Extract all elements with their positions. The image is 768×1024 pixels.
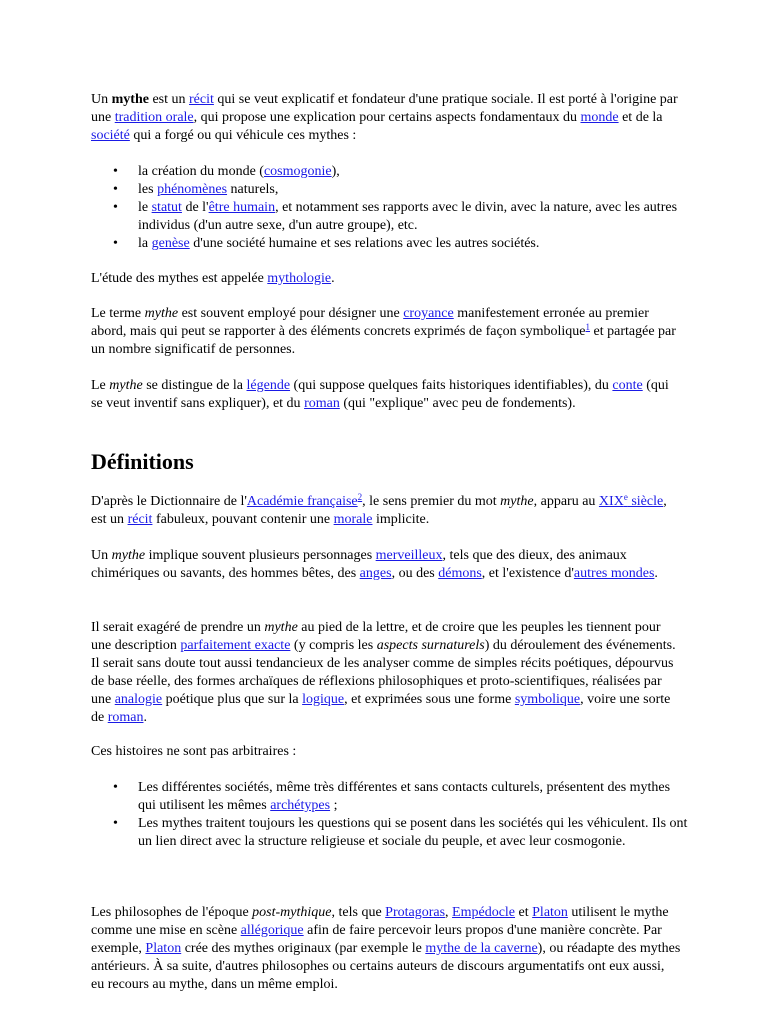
text: , le sens premier du mot xyxy=(362,494,501,509)
link-phenomenes[interactable]: phénomènes xyxy=(157,182,228,197)
link-societe[interactable]: société xyxy=(91,128,130,143)
link-genese[interactable]: genèse xyxy=(151,236,190,251)
text: , est un xyxy=(91,494,667,527)
link-mythologie[interactable]: mythologie xyxy=(267,271,332,286)
text: utilisent le mythe comme une mise en scène xyxy=(91,905,669,938)
link-protagoras[interactable]: Protagoras xyxy=(385,905,446,920)
link-platon[interactable]: Platon xyxy=(145,941,182,956)
link-etre-humain[interactable]: être humain xyxy=(208,200,276,215)
link-roman[interactable]: roman xyxy=(107,710,144,725)
term-mythe: mythe xyxy=(111,92,149,107)
footnote-ref[interactable]: 1 xyxy=(585,322,591,332)
link-academie-francaise[interactable]: Académie française xyxy=(246,494,358,509)
text: , et exprimées sous une forme xyxy=(344,692,515,707)
link-allegorique[interactable]: allégorique xyxy=(240,923,304,938)
text: qui se veut explicatif et fondateur d'une pratique sociale. Il est porté à l'origine par une xyxy=(91,92,678,125)
link-morale[interactable]: morale xyxy=(333,512,373,527)
link-autres-mondes[interactable]: autres mondes xyxy=(573,566,655,581)
text: XIX xyxy=(598,494,624,509)
study-paragraph xyxy=(91,270,681,288)
text: implicite. xyxy=(372,512,430,527)
text: , voire une sorte de xyxy=(91,692,671,725)
text: et xyxy=(515,905,533,920)
link-merveilleux[interactable]: merveilleux xyxy=(375,548,443,563)
link-parfaitement-exacte[interactable]: parfaitement exacte xyxy=(180,638,291,653)
text: (y compris les xyxy=(290,638,377,653)
dictionary-paragraph xyxy=(91,493,681,529)
text: Les philosophes de l'époque xyxy=(91,905,253,920)
link-croyance[interactable]: croyance xyxy=(403,306,454,321)
text: , qui propose une explication pour certains aspects fondamentaux du xyxy=(193,110,581,125)
term-mythe: mythe xyxy=(109,378,143,393)
term-paragraph xyxy=(91,305,681,359)
text: , apparu au xyxy=(533,494,599,509)
link-empedocle[interactable]: Empédocle xyxy=(452,905,516,920)
term-aspects-surnaturels: aspects surnaturels xyxy=(376,638,485,653)
text: D'après le Dictionnaire de l' xyxy=(91,494,247,509)
distinction-paragraph xyxy=(91,377,681,413)
link-tradition-orale[interactable]: tradition orale xyxy=(114,110,194,125)
text: afin de faire percevoir leurs propos d'une manière concrète. Par exemple, xyxy=(91,923,662,956)
link-mythe-de-la-caverne[interactable]: mythe de la caverne xyxy=(425,941,538,956)
text: crée des mythes originaux (par exemple le xyxy=(181,941,426,956)
text: ; xyxy=(330,798,338,813)
text: , et l'existence d' xyxy=(481,566,574,581)
text: Les différentes sociétés, même très différentes et sans contacts culturels, présentent des mythes qui utilisent les mêmes xyxy=(138,780,671,813)
text: se distingue de la xyxy=(142,378,247,393)
text: (qui se veut inventif sans expliquer), et du xyxy=(91,378,669,411)
link-recit[interactable]: récit xyxy=(127,512,153,527)
text: naturels, xyxy=(227,182,279,197)
link-cosmogonie[interactable]: cosmogonie xyxy=(263,164,332,179)
link-analogie[interactable]: analogie xyxy=(114,692,163,707)
aspects-list xyxy=(91,163,691,253)
section-heading-definitions: Définitions xyxy=(91,449,194,474)
text: Le xyxy=(91,378,110,393)
text: Il serait exagéré de prendre un xyxy=(91,620,265,635)
text: . xyxy=(143,710,147,725)
text: et de la xyxy=(618,110,663,125)
text: est souvent employé pour désigner une xyxy=(178,306,404,321)
text: Le terme xyxy=(91,306,145,321)
text: , xyxy=(445,905,453,920)
term-mythe: mythe xyxy=(500,494,534,509)
text: de l' xyxy=(181,200,209,215)
text: qui a forgé ou qui véhicule ces mythes : xyxy=(129,128,357,143)
link-demons[interactable]: démons xyxy=(438,566,482,581)
link-monde[interactable]: monde xyxy=(580,110,619,125)
list-item xyxy=(91,815,691,851)
text: (qui suppose quelques faits historiques identifiables), du xyxy=(290,378,613,393)
characters-paragraph xyxy=(91,547,681,583)
link-platon[interactable]: Platon xyxy=(532,905,568,920)
list-item xyxy=(91,199,691,235)
text: Un xyxy=(91,548,112,563)
text: implique souvent plusieurs personnages xyxy=(145,548,376,563)
text: siècle xyxy=(627,494,664,509)
link-recit[interactable]: récit xyxy=(189,92,214,107)
text: ), xyxy=(331,164,340,179)
text: L'étude des mythes est appelée xyxy=(91,271,268,286)
text: , tels que des dieux, des animaux chimériques ou savants, des hommes bêtes, des xyxy=(91,548,627,581)
text: d'une société humaine et ses relations avec les autres sociétés. xyxy=(189,236,540,251)
link-statut[interactable]: statut xyxy=(151,200,182,215)
link-symbolique[interactable]: symbolique xyxy=(514,692,581,707)
text: (qui "explique" avec peu de fondements). xyxy=(339,396,576,411)
text: est un xyxy=(148,92,190,107)
archetypes-list xyxy=(91,779,691,851)
footnote-ref[interactable]: 2 xyxy=(357,492,363,502)
link-conte[interactable]: conte xyxy=(612,378,643,393)
link-archetypes[interactable]: archétypes xyxy=(270,798,331,813)
text: . xyxy=(331,271,335,286)
text: au pied de la lettre, et de croire que les peuples les tiennent pour une description xyxy=(91,620,661,653)
text: poétique plus que sur la xyxy=(162,692,303,707)
text: et partagée par un nombre significatif de personnes. xyxy=(91,324,676,357)
philosophers-paragraph xyxy=(91,904,681,994)
term-mythe: mythe xyxy=(264,620,298,635)
text: le xyxy=(138,200,152,215)
superscript: e xyxy=(623,492,628,502)
link-logique[interactable]: logique xyxy=(302,692,345,707)
term-mythe: mythe xyxy=(111,548,146,563)
text: , et notamment ses rapports avec le divin, avec la nature, avec les autres individus (d'un autre sexe, d'un autre groupe), etc. xyxy=(138,200,678,233)
link-legende[interactable]: légende xyxy=(246,378,291,393)
term-post-mythique: post-mythique xyxy=(252,905,332,920)
intro-paragraph xyxy=(91,91,681,145)
text: , ou des xyxy=(391,566,439,581)
link-roman[interactable]: roman xyxy=(304,396,340,411)
link-anges[interactable]: anges xyxy=(359,566,392,581)
text: , tels que xyxy=(331,905,386,920)
text: Les mythes traitent toujours les questions qui se posent dans les sociétés qui les véhiculent. Ils ont un lien direct avec la structure religieuse et sociale du peuple, et avec leur cosmogonie. xyxy=(138,816,688,849)
list-item xyxy=(91,181,691,199)
list-item xyxy=(91,163,691,181)
text: ) du déroulement des événements. Il serait sans doute tout aussi tendancieux de les analyser comme de simples récits poétiques, dépourvus de base réelle, des formes archaïques de réflexions philosophiques et proto-scientifiques, réalisées par une xyxy=(91,638,676,707)
text: fabuleux, pouvant contenir une xyxy=(152,512,334,527)
term-mythe: mythe xyxy=(144,306,179,321)
text: Un xyxy=(91,92,112,107)
text: . xyxy=(654,566,658,581)
list-item xyxy=(91,779,691,815)
text: la création du monde ( xyxy=(138,164,264,179)
text: les xyxy=(138,182,158,197)
text: la xyxy=(138,236,152,251)
interpretation-paragraph xyxy=(91,619,681,727)
text: ), ou réadapte des mythes antérieurs. À sa suite, d'autres philosophes ou certains auteurs de discours argumentatifs ont eux aussi, eu recours au mythe, dans un même emploi. xyxy=(91,941,681,992)
list-item xyxy=(91,235,691,253)
link-xixe-siecle[interactable] xyxy=(599,494,663,509)
text: manifestement erronée au premier abord, mais qui peut se rapporter à des éléments concrets exprimés de façon symbolique xyxy=(91,306,649,339)
arbitrary-paragraph: Ces histoires ne sont pas arbitraires : xyxy=(91,744,297,759)
